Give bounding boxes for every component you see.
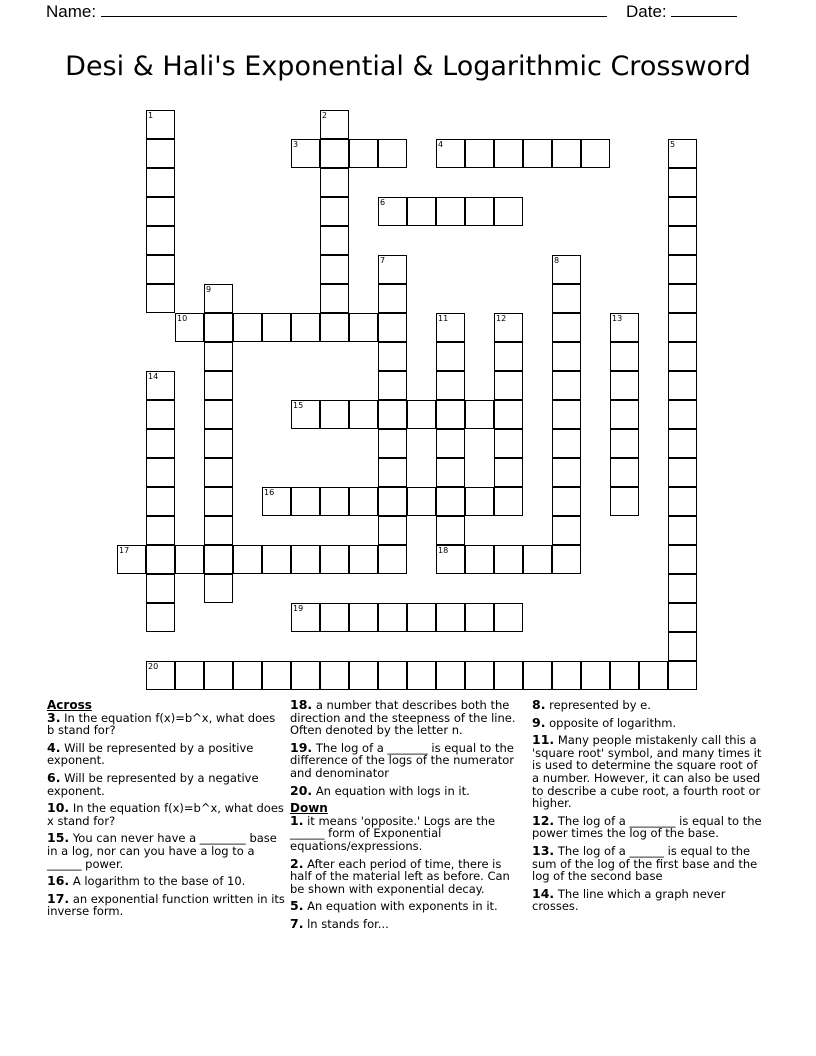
crossword-cell[interactable]	[378, 545, 407, 574]
crossword-cell[interactable]	[378, 342, 407, 371]
crossword-cell[interactable]	[465, 139, 494, 168]
crossword-cell[interactable]	[378, 284, 407, 313]
crossword-cell[interactable]	[552, 139, 581, 168]
crossword-cell[interactable]	[146, 197, 175, 226]
crossword-cell[interactable]	[146, 458, 175, 487]
crossword-cell[interactable]	[552, 429, 581, 458]
crossword-cell[interactable]	[639, 661, 668, 690]
clue-across-17: 17. an exponential function written in its inverse form.	[47, 890, 285, 919]
name-line[interactable]	[101, 0, 607, 17]
cell-number: 19	[293, 604, 304, 613]
crossword-cell[interactable]	[378, 139, 407, 168]
crossword-cell[interactable]	[204, 661, 233, 690]
clues-column-3	[532, 699, 768, 918]
crossword-cell[interactable]	[610, 342, 639, 371]
clue-across-10: 10. In the equation f(x)=b^x, what does x stand for?	[47, 800, 284, 828]
crossword-cell[interactable]	[668, 487, 697, 516]
crossword-cell[interactable]	[465, 487, 494, 516]
crossword-cell[interactable]	[523, 661, 552, 690]
crossword-cell[interactable]	[378, 603, 407, 632]
crossword-cell[interactable]	[204, 284, 233, 313]
crossword-cell[interactable]	[378, 197, 407, 226]
crossword-cell[interactable]	[494, 603, 523, 632]
crossword-cell[interactable]	[349, 603, 378, 632]
crossword-cell[interactable]	[436, 371, 465, 400]
crossword-cell[interactable]	[291, 139, 320, 168]
crossword-cell[interactable]	[204, 400, 233, 429]
crossword-cell[interactable]	[146, 429, 175, 458]
crossword-cell[interactable]	[146, 168, 175, 197]
crossword-cell[interactable]	[320, 255, 349, 284]
date-field[interactable]	[626, 0, 737, 23]
cell-number: 3	[293, 140, 299, 149]
cell-number: 16	[264, 488, 275, 497]
crossword-cell[interactable]	[494, 371, 523, 400]
crossword-cell[interactable]	[349, 545, 378, 574]
crossword-cell[interactable]	[291, 603, 320, 632]
crossword-cell[interactable]	[233, 545, 262, 574]
clue-across-18: 18. a number that describes both the direction and the steepness of the line. Often denoted by the letter n.	[290, 697, 516, 738]
crossword-cell[interactable]	[204, 516, 233, 545]
clue-across-15: 15. You can never have a ________ base in a log, nor can you have a log to a ______ power.	[47, 830, 277, 871]
crossword-cell[interactable]	[668, 603, 697, 632]
crossword-cell[interactable]	[552, 458, 581, 487]
crossword-cell[interactable]	[146, 139, 175, 168]
crossword-cell[interactable]	[378, 516, 407, 545]
cell-number: 8	[554, 256, 560, 265]
crossword-cell[interactable]	[436, 661, 465, 690]
clue-down-7: 7. ln stands for...	[290, 915, 389, 931]
crossword-cell[interactable]	[436, 313, 465, 342]
crossword-cell[interactable]	[581, 139, 610, 168]
crossword-cell[interactable]	[204, 487, 233, 516]
crossword-cell[interactable]	[204, 458, 233, 487]
crossword-cell[interactable]	[320, 487, 349, 516]
clue-down-5: 5. An equation with exponents in it.	[290, 898, 498, 914]
crossword-cell[interactable]	[552, 284, 581, 313]
cell-number: 20	[148, 662, 159, 671]
clue-down-8: 8. represented by e.	[532, 697, 651, 712]
crossword-cell[interactable]	[668, 371, 697, 400]
crossword-cell[interactable]	[436, 603, 465, 632]
crossword-cell[interactable]	[465, 545, 494, 574]
date-label: Date:	[626, 2, 667, 21]
crossword-cell[interactable]	[610, 371, 639, 400]
crossword-cell[interactable]	[552, 313, 581, 342]
crossword-cell[interactable]	[668, 400, 697, 429]
cell-number: 10	[177, 314, 188, 323]
crossword-cell[interactable]	[146, 226, 175, 255]
clue-down-1: 1. it means 'opposite.' Logs are the ______ form of Exponential equations/expressions.	[290, 812, 496, 853]
crossword-cell[interactable]	[291, 313, 320, 342]
crossword-cell[interactable]	[436, 429, 465, 458]
crossword-cell[interactable]	[610, 400, 639, 429]
crossword-cell[interactable]	[349, 400, 378, 429]
crossword-cell[interactable]	[407, 197, 436, 226]
crossword-cell[interactable]	[291, 661, 320, 690]
crossword-cell[interactable]	[146, 110, 175, 139]
clue-down-9: 9. opposite of logarithm.	[532, 714, 677, 730]
crossword-cell[interactable]	[668, 545, 697, 574]
crossword-cell[interactable]	[552, 400, 581, 429]
crossword-cell[interactable]	[204, 342, 233, 371]
crossword-cell[interactable]	[668, 429, 697, 458]
crossword-cell[interactable]	[407, 603, 436, 632]
crossword-cell[interactable]	[349, 139, 378, 168]
crossword-cell[interactable]	[146, 255, 175, 284]
clue-across-19: 19. The log of a _______ is equal to the difference of the logs of the numerator and denominator	[290, 739, 515, 780]
crossword-cell[interactable]	[668, 574, 697, 603]
crossword-cell[interactable]	[204, 574, 233, 603]
crossword-cell[interactable]	[668, 197, 697, 226]
crossword-cell[interactable]	[436, 545, 465, 574]
clue-down-14: 14. The line which a graph never crosses.	[532, 885, 726, 914]
cell-number: 6	[380, 198, 386, 207]
cell-number: 12	[496, 314, 507, 323]
clues-column-1	[47, 699, 285, 923]
crossword-cell[interactable]	[146, 545, 175, 574]
crossword-cell[interactable]	[552, 661, 581, 690]
crossword-cell[interactable]	[146, 487, 175, 516]
crossword-cell[interactable]	[146, 516, 175, 545]
crossword-cell[interactable]	[668, 458, 697, 487]
cell-number: 1	[148, 111, 154, 120]
cell-number: 15	[293, 401, 304, 410]
crossword-cell[interactable]	[378, 255, 407, 284]
crossword-cell[interactable]	[436, 197, 465, 226]
crossword-cell[interactable]	[320, 110, 349, 139]
crossword-cell[interactable]	[494, 545, 523, 574]
across-heading: Across	[47, 698, 92, 712]
crossword-cell[interactable]	[668, 168, 697, 197]
crossword-cell[interactable]	[233, 313, 262, 342]
crossword-cell[interactable]	[436, 342, 465, 371]
clue-down-13: 13. The log of a ______ is equal to the sum of the log of the first base and the log of the second base	[532, 842, 758, 884]
crossword-cell[interactable]	[436, 139, 465, 168]
crossword-cell[interactable]	[146, 371, 175, 400]
clue-down-2: 2. After each period of time, there is half of the material left as before. Can be shown with exponential decay.	[290, 855, 510, 896]
clue-down-11: 11. Many people mistakenly call this a 'square root' symbol, and many times it is used to determine the square root of a number. However, it can also be used to describe a cube root, a fourth root or higher.	[532, 732, 762, 811]
crossword-cell[interactable]	[552, 255, 581, 284]
crossword-cell[interactable]	[320, 313, 349, 342]
cell-number: 14	[148, 372, 159, 381]
crossword-cell[interactable]	[291, 400, 320, 429]
clue-across-20: 20. An equation with logs in it.	[290, 782, 470, 798]
crossword-cell[interactable]	[610, 429, 639, 458]
crossword-cell[interactable]	[407, 400, 436, 429]
crossword-cell[interactable]	[494, 400, 523, 429]
crossword-cell[interactable]	[668, 313, 697, 342]
crossword-cell[interactable]	[320, 661, 349, 690]
down-heading: Down	[290, 801, 328, 816]
clue-across-6: 6. Will be represented by a negative exponent.	[47, 769, 259, 798]
crossword-cell[interactable]	[146, 284, 175, 313]
crossword-cell[interactable]	[668, 139, 697, 168]
name-field[interactable]	[46, 0, 607, 23]
crossword-cell[interactable]	[378, 313, 407, 342]
name-label: Name:	[46, 2, 97, 21]
crossword-cell[interactable]	[465, 603, 494, 632]
crossword-cell[interactable]	[175, 313, 204, 342]
crossword-cell[interactable]	[146, 574, 175, 603]
clues-column-2	[290, 699, 526, 936]
crossword-cell[interactable]	[349, 313, 378, 342]
crossword-cell[interactable]	[378, 371, 407, 400]
crossword-cell[interactable]	[668, 516, 697, 545]
clue-across-3: 3. In the equation f(x)=b^x, what does b stand for?	[47, 709, 276, 738]
crossword-cell[interactable]	[320, 197, 349, 226]
crossword-cell[interactable]	[610, 487, 639, 516]
clue-down-12: 12. The log of a ________ is equal to the power times the log of the base.	[532, 812, 762, 841]
crossword-cell[interactable]	[378, 487, 407, 516]
crossword-cell[interactable]	[175, 661, 204, 690]
crossword-cell[interactable]	[262, 313, 291, 342]
crossword-cell[interactable]	[465, 400, 494, 429]
crossword-cell[interactable]	[407, 487, 436, 516]
crossword-cell[interactable]	[523, 139, 552, 168]
crossword-cell[interactable]	[494, 661, 523, 690]
cell-number: 13	[612, 314, 623, 323]
clue-across-16: 16. A logarithm to the base of 10.	[47, 873, 246, 889]
crossword-cell[interactable]	[668, 632, 697, 661]
crossword-cell[interactable]	[204, 313, 233, 342]
crossword-cell[interactable]	[291, 545, 320, 574]
crossword-cell[interactable]	[581, 661, 610, 690]
date-line[interactable]	[671, 0, 737, 17]
crossword-cell[interactable]	[610, 458, 639, 487]
crossword-cell[interactable]	[349, 661, 378, 690]
crossword-cell[interactable]	[668, 284, 697, 313]
crossword-cell[interactable]	[378, 458, 407, 487]
cell-number: 7	[380, 256, 386, 265]
crossword-cell[interactable]	[668, 661, 697, 690]
page-title: Desi & Hali's Exponential & Logarithmic Crossword	[65, 51, 751, 82]
clue-across-4: 4. Will be represented by a positive exponent.	[47, 739, 254, 768]
crossword-cell[interactable]	[320, 168, 349, 197]
crossword-cell[interactable]	[146, 603, 175, 632]
crossword-cell[interactable]	[523, 545, 552, 574]
crossword-cell[interactable]	[291, 487, 320, 516]
crossword-cell[interactable]	[233, 661, 262, 690]
crossword-cell[interactable]	[436, 487, 465, 516]
crossword-cell[interactable]	[378, 661, 407, 690]
crossword-cell[interactable]	[552, 342, 581, 371]
crossword-cell[interactable]	[465, 197, 494, 226]
crossword-cell[interactable]	[117, 545, 146, 574]
crossword-cell[interactable]	[146, 400, 175, 429]
crossword-cell[interactable]	[494, 313, 523, 342]
crossword-cell[interactable]	[494, 197, 523, 226]
crossword-cell[interactable]	[262, 487, 291, 516]
crossword-cell[interactable]	[407, 661, 436, 690]
crossword-cell[interactable]	[552, 371, 581, 400]
cell-number: 2	[322, 111, 328, 120]
crossword-cell[interactable]	[378, 400, 407, 429]
crossword-cell[interactable]	[610, 661, 639, 690]
crossword-cell[interactable]	[320, 545, 349, 574]
crossword-cell[interactable]	[668, 226, 697, 255]
cell-number: 9	[206, 285, 212, 294]
crossword-cell[interactable]	[320, 284, 349, 313]
crossword-cell[interactable]	[320, 226, 349, 255]
crossword-cell[interactable]	[465, 661, 494, 690]
cell-number: 5	[670, 140, 676, 149]
crossword-cell[interactable]	[668, 255, 697, 284]
crossword-cell[interactable]	[349, 487, 378, 516]
crossword-cell[interactable]	[494, 342, 523, 371]
crossword-cell[interactable]	[552, 516, 581, 545]
crossword-cell[interactable]	[436, 458, 465, 487]
crossword-cell[interactable]	[204, 371, 233, 400]
cell-number: 4	[438, 140, 444, 149]
crossword-cell[interactable]	[175, 545, 204, 574]
crossword-cell[interactable]	[436, 516, 465, 545]
crossword-cell[interactable]	[494, 429, 523, 458]
crossword-cell[interactable]	[552, 545, 581, 574]
cell-number: 11	[438, 314, 449, 323]
cell-number: 17	[119, 546, 130, 555]
crossword-cell[interactable]	[552, 487, 581, 516]
crossword-cell[interactable]	[320, 139, 349, 168]
crossword-cell[interactable]	[262, 661, 291, 690]
crossword-cell[interactable]	[204, 429, 233, 458]
crossword-cell[interactable]	[204, 545, 233, 574]
crossword-cell[interactable]	[494, 487, 523, 516]
cell-number: 18	[438, 546, 449, 555]
crossword-cell[interactable]	[436, 400, 465, 429]
crossword-cell[interactable]	[262, 545, 291, 574]
crossword-cell[interactable]	[320, 400, 349, 429]
crossword-cell[interactable]	[610, 313, 639, 342]
crossword-cell[interactable]	[494, 139, 523, 168]
crossword-cell[interactable]	[146, 661, 175, 690]
crossword-cell[interactable]	[378, 429, 407, 458]
crossword-cell[interactable]	[494, 458, 523, 487]
crossword-cell[interactable]	[668, 342, 697, 371]
crossword-cell[interactable]	[320, 603, 349, 632]
